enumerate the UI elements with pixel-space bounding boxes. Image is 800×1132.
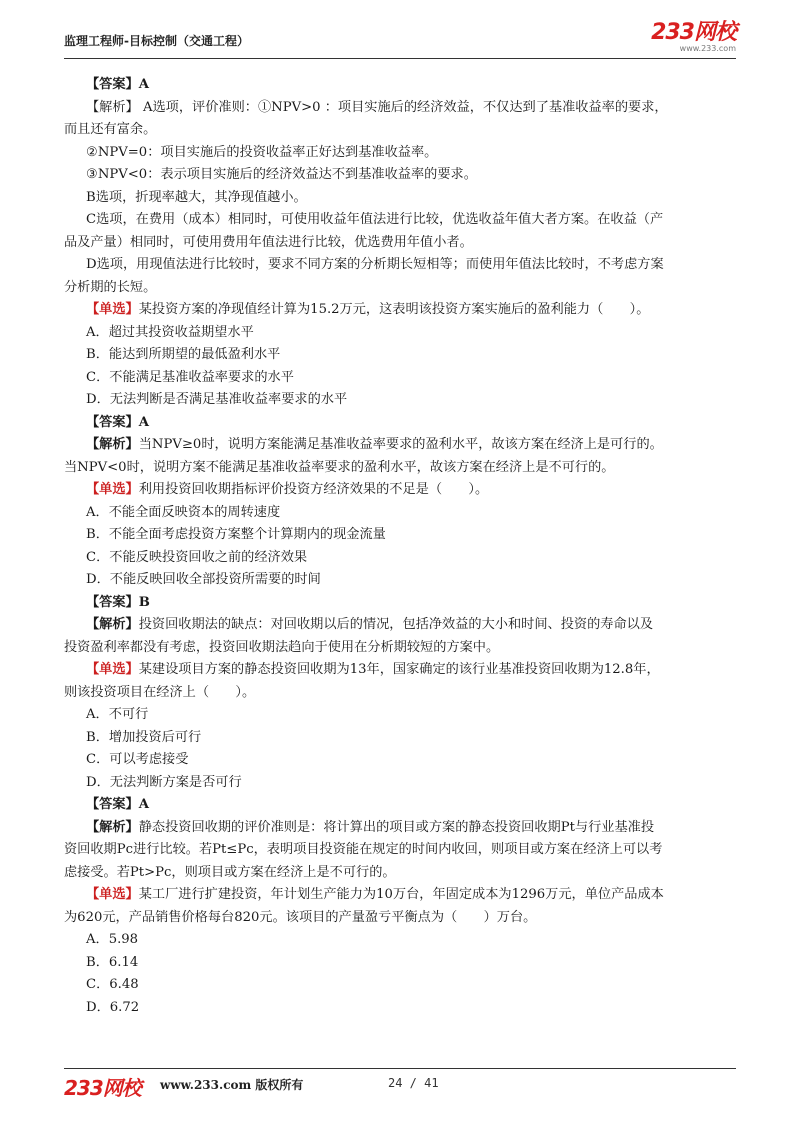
- option-b: B．6.14: [86, 954, 139, 970]
- document-title: 监理工程师-目标控制（交通工程）: [64, 34, 249, 48]
- explanation-line: B选项，折现率越大，其净现值越小。: [86, 189, 307, 205]
- option-c: C．不能满足基准收益率要求的水平: [86, 369, 294, 385]
- page-footer: [64, 1068, 736, 1098]
- explanation-label: 【解析】: [86, 617, 139, 632]
- explanation-line: 资回收期Pc进行比较。若Pt≤Pc，表明项目投资能在规定的时间内收回，则项目或方案在经济上可以考: [64, 842, 663, 857]
- option-a: A．5.98: [86, 932, 139, 947]
- header-divider: [64, 58, 736, 59]
- explanation-line: 而且还有富余。: [64, 122, 157, 137]
- option-c: C．不能反映投资回收之前的经济效果: [86, 549, 308, 565]
- explanation-label: 【解析】: [86, 437, 139, 452]
- explanation-line: 品及产量）相同时，可使用费用年值法进行比较，优选费用年值小者。: [64, 234, 473, 250]
- page-header: [64, 22, 736, 56]
- option-c: C．可以考虑接受: [86, 752, 189, 767]
- logo-text: 233网校: [651, 20, 736, 45]
- question-1-stem: [64, 299, 736, 322]
- answer-line: 【答案】A: [86, 77, 149, 92]
- explanation-label: 【解析】: [86, 819, 139, 835]
- logo-url: www.233.com: [679, 44, 736, 53]
- explanation-line: C选项，在费用（成本）相同时，可使用收益年值法进行比较，优选收益年值大者方案。在收益（产: [86, 212, 664, 227]
- explanation-line: 投资盈利率都没有考虑，投资回收期法趋向于使用在分析期较短的方案中。: [64, 639, 500, 655]
- explanation-line: D选项，用现值法进行比较时，要求不同方案的分析期长短相等；而使用年值法比较时，不考虑方案: [86, 257, 664, 272]
- option-b: B．增加投资后可行: [86, 729, 202, 745]
- explanation-line: [64, 434, 736, 457]
- option-d: D．不能反映回收全部投资所需要的时间: [86, 572, 321, 587]
- answer-line: 【答案】A: [86, 797, 149, 812]
- option-d: D．无法判断是否满足基准收益率要求的水平: [86, 392, 348, 407]
- question-type-tag: 【单选】: [86, 302, 139, 317]
- footer-copyright: www.233.com 版权所有: [160, 1078, 304, 1092]
- brand-logo: [651, 22, 736, 54]
- explanation-line: 当NPV<0时，说明方案不能满足基准收益率要求的盈利水平，故该方案在经济上是不可行的。: [64, 459, 615, 475]
- page-number: 24 / 41: [388, 1076, 439, 1090]
- option-d: D．无法判断方案是否可行: [86, 774, 242, 790]
- question-type-tag: 【单选】: [86, 662, 139, 677]
- footer-logo: 233网校: [64, 1076, 141, 1100]
- explanation-line: ③NPV<0：表示项目实施后的经济效益达不到基准收益率的要求。: [86, 167, 477, 182]
- option-b: B．不能全面考虑投资方案整个计算期内的现金流量: [86, 527, 386, 542]
- explanation-line: 【解析】 A选项，评价准则：①NPV>0 ：项目实施后的经济效益，不仅达到了基准收益率的要求，: [86, 99, 668, 115]
- question-text: 某建设项目方案的静态投资回收期为13年，国家确定的该行业基准投资回收期为12.8年，: [138, 662, 660, 677]
- question-text: 利用投资回收期指标评价投资方经济效果的不足是（ ）。: [138, 482, 489, 497]
- question-text: 某工厂进行扩建投资，年计划生产能力为10万台，年固定成本为1296万元，单位产品成本: [138, 887, 664, 902]
- option-d: D．6.72: [86, 999, 140, 1015]
- option-a: A．不可行: [86, 707, 149, 722]
- question-3-stem: [64, 659, 736, 682]
- question-type-tag: 【单选】: [86, 482, 139, 497]
- explanation-text: 当NPV≥0时，说明方案能满足基准收益率要求的盈利水平，故该方案在经济上是可行的。: [138, 437, 663, 452]
- explanation-text: 静态投资回收期的评价准则是：将计算出的项目或方案的静态投资回收期Pt与行业基准投: [138, 819, 655, 835]
- question-4-stem: [64, 884, 736, 907]
- answer-line: 【答案】B: [86, 594, 150, 610]
- footer-divider: [64, 1068, 736, 1069]
- document-body: [64, 74, 736, 1019]
- question-text: 某投资方案的净现值经计算为15.2万元，这表明该投资方案实施后的盈利能力（ ）。: [138, 302, 650, 317]
- option-a: A．不能全面反映资本的周转速度: [86, 504, 281, 520]
- option-b: B．能达到所期望的最低盈利水平: [86, 347, 281, 362]
- option-c: C．6.48: [86, 977, 139, 992]
- answer-line: 【答案】A: [86, 414, 149, 430]
- question-2-stem: [64, 479, 736, 502]
- question-type-tag: 【单选】: [86, 887, 139, 902]
- explanation-line: [64, 817, 736, 840]
- option-a: A．超过其投资收益期望水平: [86, 324, 254, 340]
- explanation-line: 虑接受。若Pt>Pc，则项目或方案在经济上是不可行的。: [64, 864, 396, 880]
- question-text-continued: 则该投资项目在经济上（ ）。: [64, 684, 256, 700]
- question-text-continued: 为620元，产品销售价格每台820元。该项目的产量盈亏平衡点为（ ）万台。: [64, 909, 537, 925]
- explanation-line: ②NPV=0：项目实施后的投资收益率正好达到基准收益率。: [86, 144, 438, 160]
- explanation-line: 分析期的长短。: [64, 279, 157, 295]
- explanation-text: 投资回收期法的缺点：对回收期以后的情况，包括净效益的大小和时间、投资的寿命以及: [138, 617, 654, 632]
- explanation-line: [64, 614, 736, 637]
